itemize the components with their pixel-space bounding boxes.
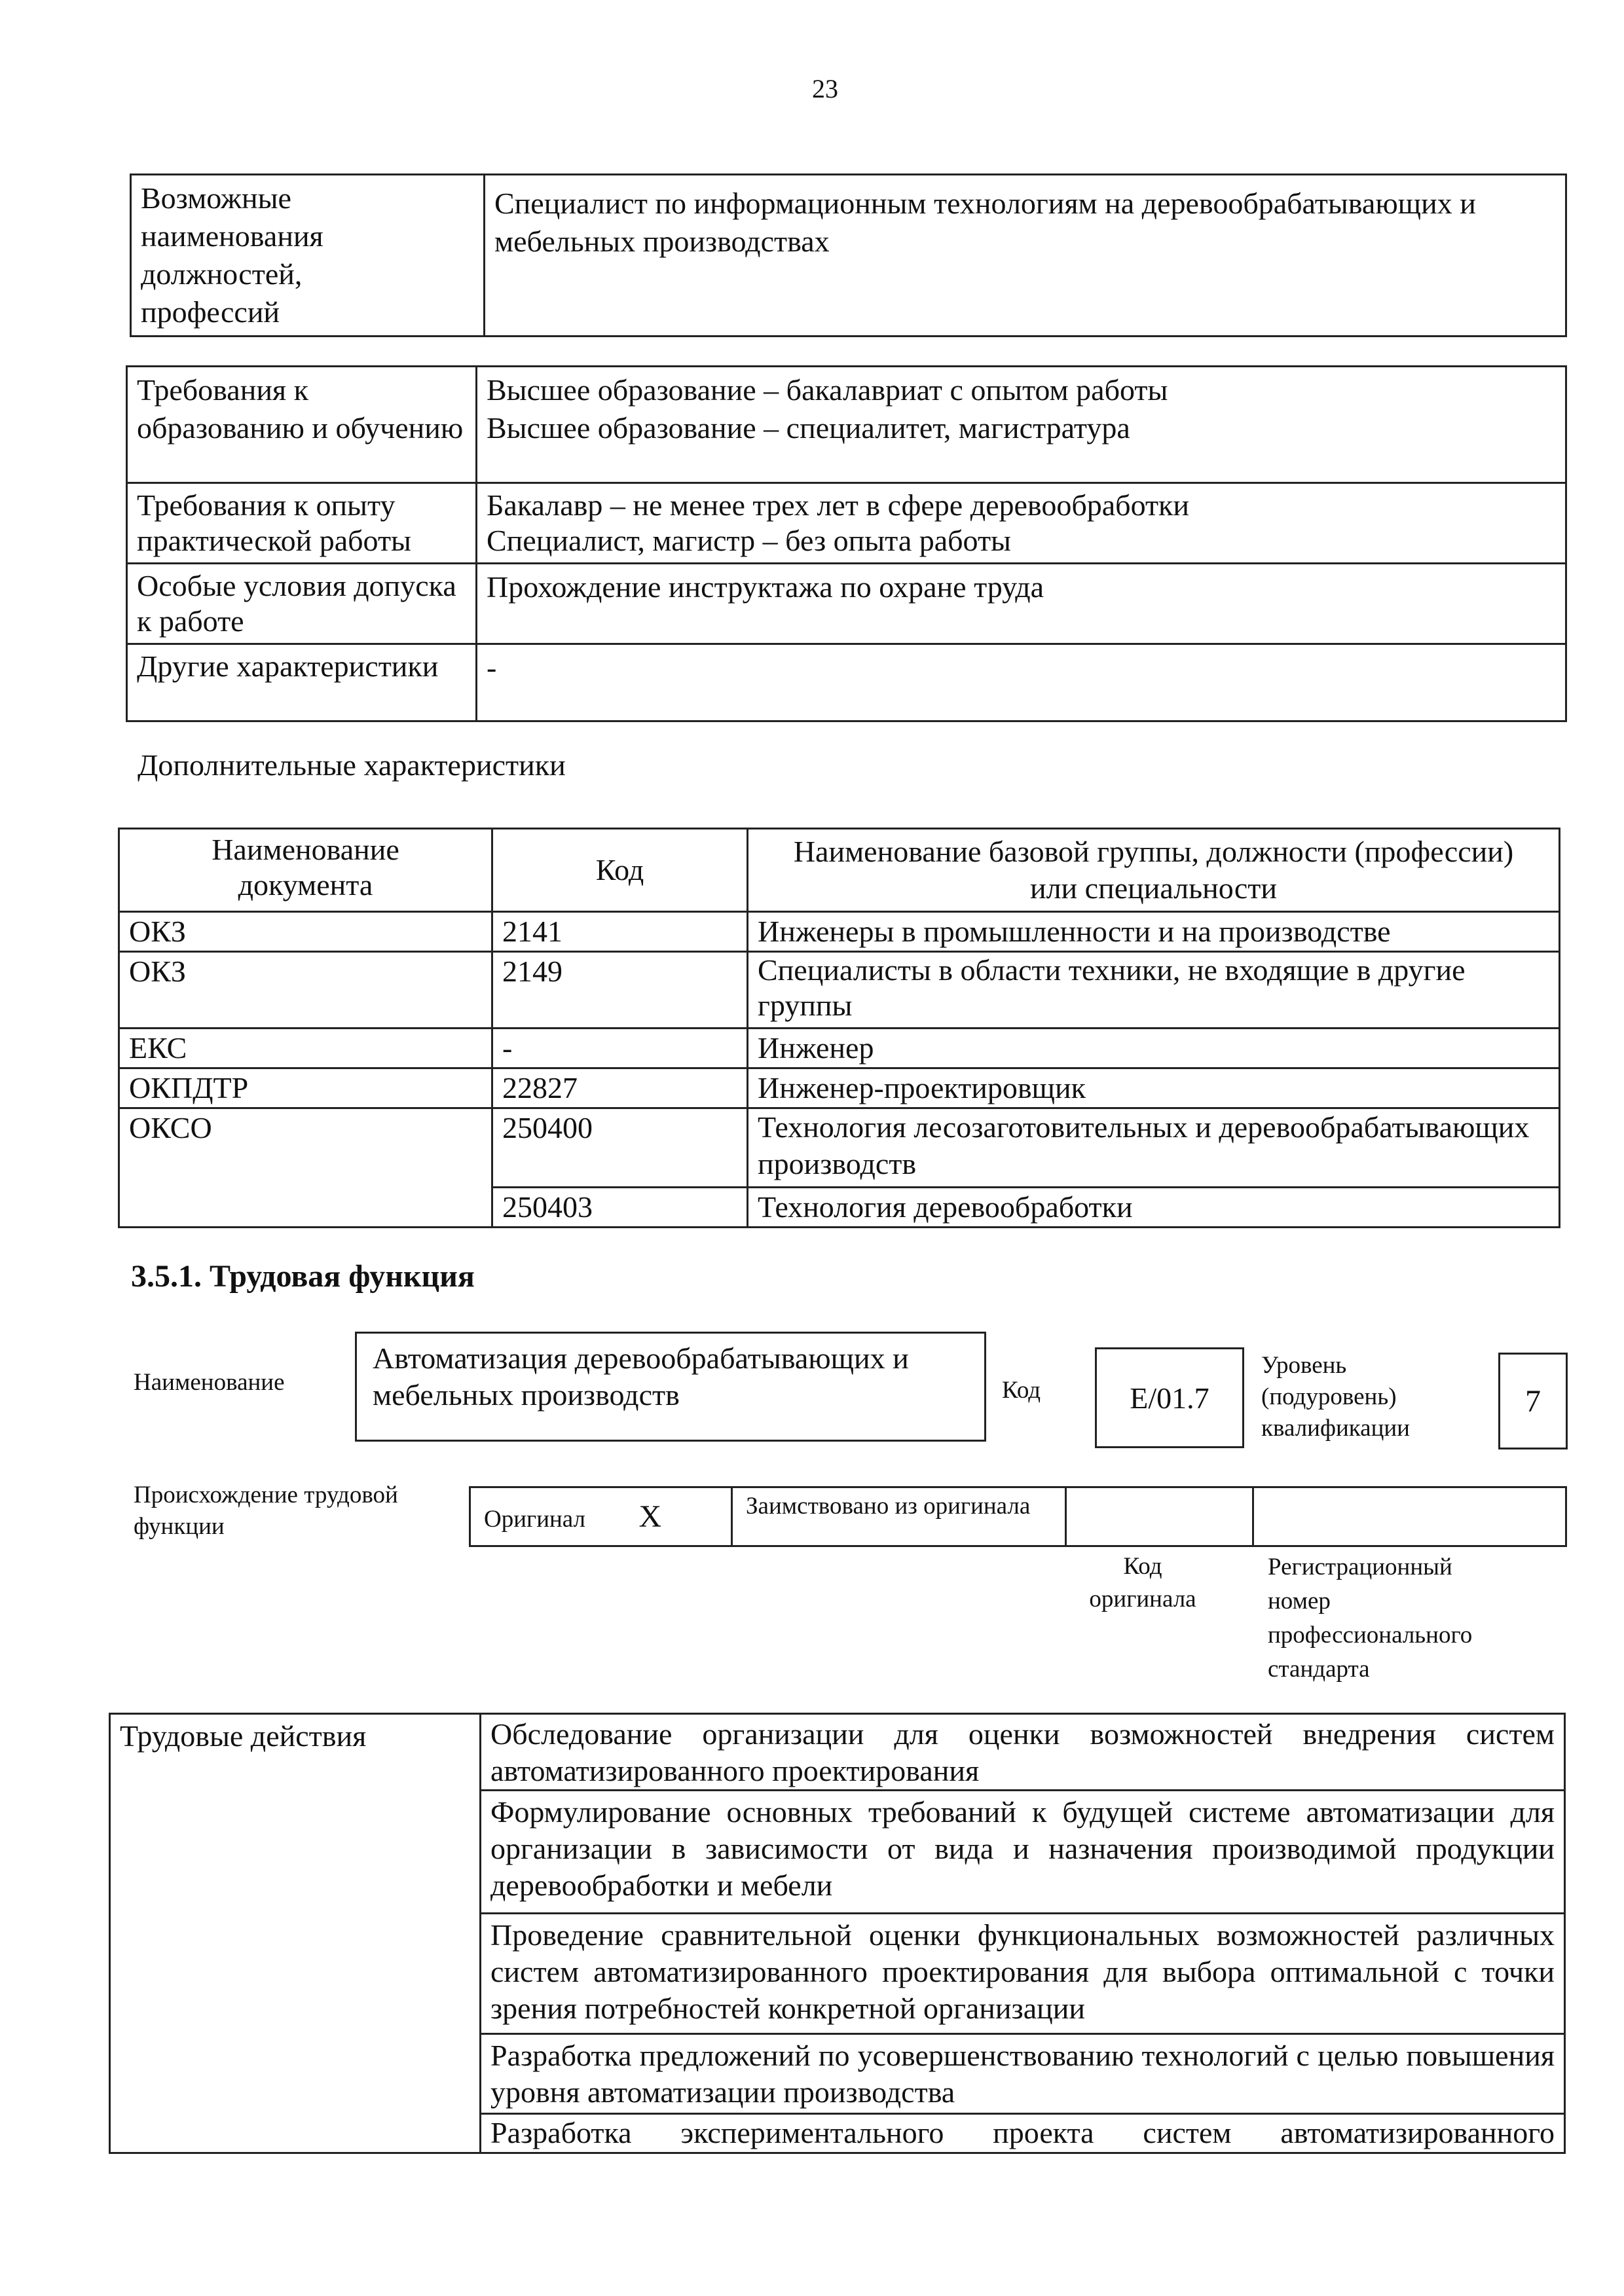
other-label: Другие характеристики bbox=[127, 644, 477, 721]
origin-original-cell bbox=[470, 1487, 732, 1546]
requirements-table bbox=[126, 365, 1567, 722]
other-value bbox=[477, 644, 1566, 721]
row-name: Технология лесозаготовительных и деревообрабатывающих производств bbox=[748, 1108, 1560, 1188]
table-row bbox=[119, 952, 1560, 1029]
action-item: Разработка предложений по усовершенствованию технологий с целью повышения уровня автоматизации производства bbox=[481, 2034, 1565, 2114]
table-row bbox=[119, 1108, 1560, 1188]
table-row bbox=[119, 1029, 1560, 1068]
row-doc: ЕКС bbox=[119, 1029, 492, 1068]
positions-table bbox=[130, 173, 1567, 337]
origin-original-mark: X bbox=[638, 1499, 662, 1534]
row-code: 2149 bbox=[492, 952, 748, 1029]
origin-table bbox=[469, 1486, 1567, 1547]
origin-reg-cell bbox=[1253, 1487, 1566, 1546]
action-item: Разработка экспериментального проекта систем автоматизированного bbox=[481, 2114, 1565, 2153]
experience-line: Бакалавр – не менее трех лет в сфере деревообработки bbox=[487, 488, 1190, 522]
row-doc: ОКПДТР bbox=[119, 1068, 492, 1108]
table-row bbox=[119, 1068, 1560, 1108]
function-name-label: Наименование bbox=[134, 1369, 285, 1396]
positions-value: Специалист по информационным технологиям на деревообрабатывающих и мебельных производствах bbox=[485, 175, 1566, 337]
function-code-label: Код bbox=[1002, 1377, 1041, 1404]
row-code: 2141 bbox=[492, 912, 748, 952]
function-level-value: 7 bbox=[1525, 1383, 1541, 1419]
row-doc: ОКЗ bbox=[119, 952, 492, 1029]
origin-borrowed-label: Заимствовано из оригинала bbox=[732, 1487, 1066, 1546]
positions-label: Возможные наименования должностей, профессий bbox=[131, 175, 485, 337]
education-label: Требования к образованию и обучению bbox=[127, 367, 477, 483]
row-code: 22827 bbox=[492, 1068, 748, 1108]
function-name-box bbox=[355, 1332, 986, 1442]
header-name: Наименование базовой группы, должности (профессии) или специальности bbox=[748, 829, 1560, 912]
function-heading: 3.5.1. Трудовая функция bbox=[131, 1259, 475, 1294]
admission-line: Прохождение инструктажа по охране труда bbox=[487, 570, 1044, 604]
row-code: - bbox=[492, 1029, 748, 1068]
other-line: - bbox=[487, 651, 497, 684]
education-line: Высшее образование – специалитет, магистратура bbox=[487, 411, 1130, 445]
header-document: Наименование документа bbox=[119, 829, 492, 912]
row-name: Технология деревообработки bbox=[748, 1188, 1560, 1228]
origin-original-label: Оригинал bbox=[484, 1505, 586, 1533]
origin-reg-caption: Регистрационный номер профессионального стандарта bbox=[1268, 1554, 1473, 1683]
header-code: Код bbox=[492, 829, 748, 912]
education-value bbox=[477, 367, 1566, 483]
row-name: Инженер bbox=[748, 1029, 1560, 1068]
actions-label: Трудовые действия bbox=[110, 1714, 481, 2153]
row-name: Инженер-проектировщик bbox=[748, 1068, 1560, 1108]
additional-title: Дополнительные характеристики bbox=[138, 748, 566, 782]
admission-label: Особые условия допуска к работе bbox=[127, 564, 477, 644]
page-number: 23 bbox=[812, 74, 838, 103]
function-code-value: E/01.7 bbox=[1130, 1381, 1209, 1415]
function-name-value: Автоматизация деревообрабатывающих и мебельных производств bbox=[373, 1341, 909, 1412]
actions-table bbox=[109, 1713, 1566, 2154]
row-code: 250400 bbox=[492, 1108, 748, 1188]
row-doc: ОКЗ bbox=[119, 912, 492, 952]
function-code-box bbox=[1095, 1347, 1244, 1448]
education-line: Высшее образование – бакалавриат с опытом работы bbox=[487, 373, 1168, 407]
origin-code-cell bbox=[1066, 1487, 1253, 1546]
action-item: Формулирование основных требований к будущей системе автоматизации для организации в зависимости от вида и назначения производимой продукции деревообработки и мебели bbox=[481, 1791, 1565, 1914]
row-name: Инженеры в промышленности и на производстве bbox=[748, 912, 1560, 952]
classification-table bbox=[118, 828, 1560, 1228]
action-item: Обследование организации для оценки возможностей внедрения систем автоматизированного проектирования bbox=[481, 1714, 1565, 1791]
row-name: Специалисты в области техники, не входящие в другие группы bbox=[748, 952, 1560, 1029]
action-item: Проведение сравнительной оценки функциональных возможностей различных систем автоматизированного проектирования для выбора оптимальной с точки зрения потребностей конкретной организации bbox=[481, 1914, 1565, 2034]
experience-value bbox=[477, 483, 1566, 564]
origin-code-caption: Код оригинала bbox=[1089, 1553, 1196, 1613]
function-level-box bbox=[1498, 1353, 1568, 1449]
admission-value bbox=[477, 564, 1566, 644]
row-doc: ОКСО bbox=[119, 1108, 492, 1228]
experience-label: Требования к опыту практической работы bbox=[127, 483, 477, 564]
table-row bbox=[119, 912, 1560, 952]
function-level-label: Уровень (подуровень) квалификации bbox=[1261, 1352, 1410, 1442]
origin-label: Происхождение трудовой функции bbox=[134, 1482, 398, 1540]
experience-line: Специалист, магистр – без опыта работы bbox=[487, 524, 1011, 557]
row-code: 250403 bbox=[492, 1188, 748, 1228]
